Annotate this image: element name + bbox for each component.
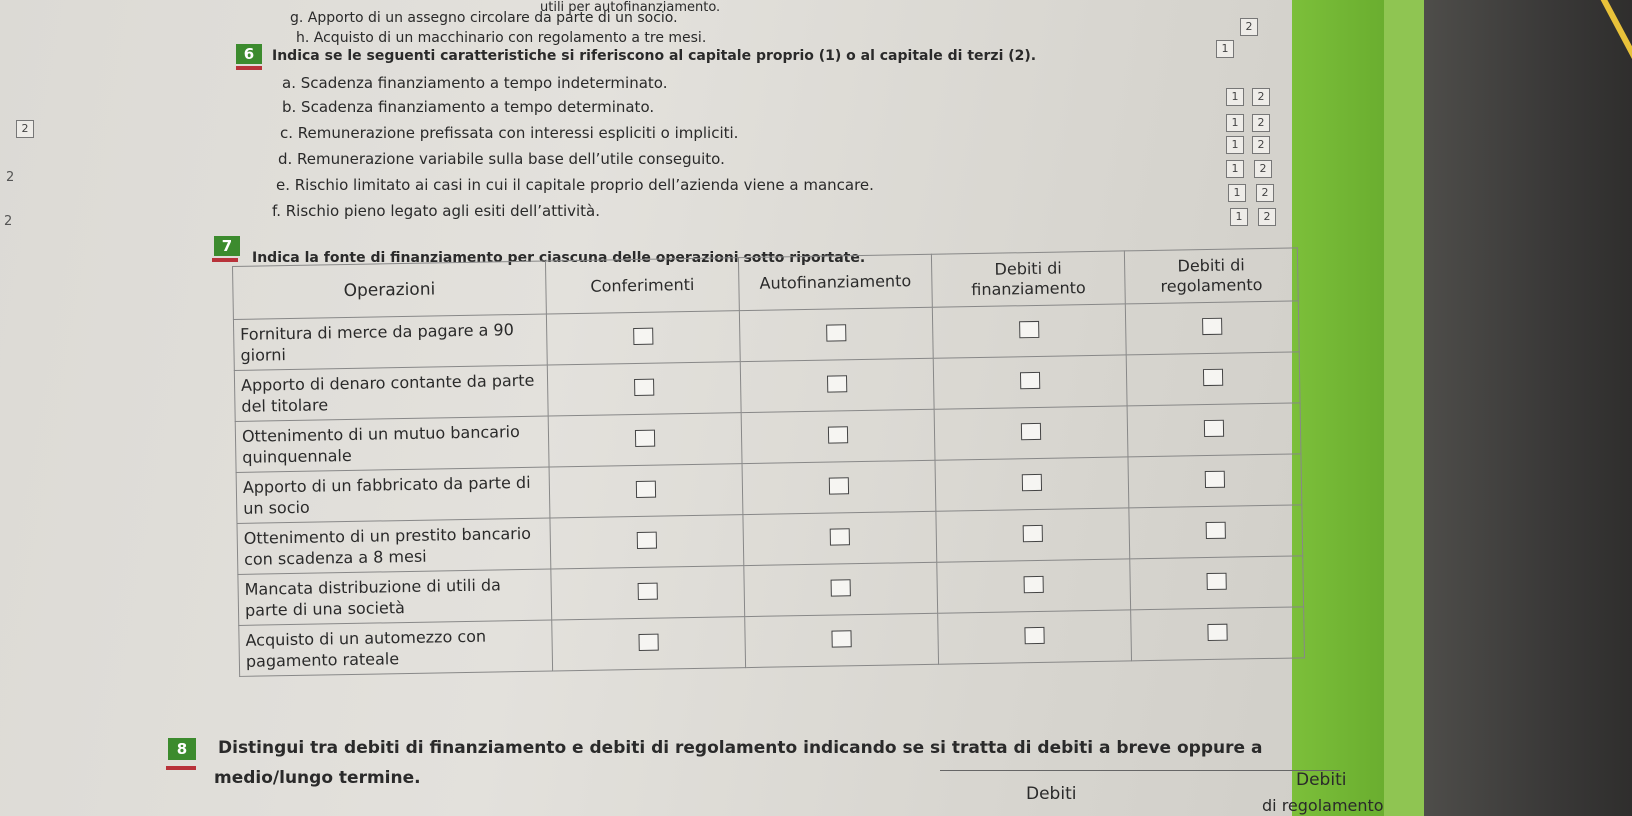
exercise-6-title: Indica se le seguenti caratteristiche si riferiscono al capitale proprio (1) o al capitale di terzi (2). — [272, 48, 1037, 64]
ex6-item-c: c. Remunerazione prefissata con interessi espliciti o impliciti. — [280, 124, 739, 142]
margin-mark-c: 2 — [4, 214, 13, 229]
ex6-item-a: a. Scadenza finanziamento a tempo indeterminato. — [282, 74, 668, 92]
ex8-col2-subheader: di regolamento — [1262, 796, 1384, 815]
option-one: 1 — [1216, 40, 1234, 58]
ex6-c-option-1[interactable]: 1 — [1226, 136, 1244, 154]
ex6-a-option-1[interactable]: 1 — [1226, 88, 1244, 106]
ex6-item-f: f. Rischio pieno legato agli esiti dell’attività. — [272, 202, 601, 220]
ex6-b-option-2[interactable]: 2 — [1252, 114, 1270, 132]
exercise-6-number: 6 — [236, 44, 262, 64]
page-green-margin-light — [1384, 0, 1424, 816]
ex6-f-option-1[interactable]: 1 — [1230, 208, 1248, 226]
exercise-7-number: 7 — [214, 236, 240, 256]
operation-label: Apporto di un fabbricato da parte di un socio — [236, 467, 550, 523]
checkbox-autofinanziamento[interactable] — [831, 630, 851, 647]
operation-label: Fornitura di merce da pagare a 90 giorni — [233, 314, 547, 370]
ex6-d-option-2[interactable]: 2 — [1254, 160, 1272, 178]
checkbox-debiti-finanziamento[interactable] — [1019, 320, 1039, 337]
operation-label: Apporto di denaro contante da parte del titolare — [234, 365, 548, 421]
header-autofinanziamento: Autofinanziamento — [738, 254, 932, 310]
checkbox-debiti-finanziamento[interactable] — [1022, 473, 1042, 490]
ex6-c-option-2[interactable]: 2 — [1252, 136, 1270, 154]
ex6-f-option-2[interactable]: 2 — [1258, 208, 1276, 226]
checkbox-autofinanziamento[interactable] — [830, 528, 850, 545]
checkbox-conferimenti[interactable] — [637, 531, 657, 548]
header-debiti-regolamento: Debiti di regolamento — [1124, 248, 1298, 304]
ex8-col2-header: Debiti — [1296, 770, 1347, 790]
checkbox-conferimenti[interactable] — [634, 378, 654, 395]
operation-label: Ottenimento di un prestito bancario con scadenza a 8 mesi — [237, 518, 551, 574]
exercise-7-title: Indica la fonte di finanziamento per ciascuna delle operazioni sotto riportate. — [252, 250, 866, 266]
checkbox-debiti-finanziamento[interactable] — [1021, 422, 1041, 439]
checkbox-debiti-regolamento[interactable] — [1207, 623, 1227, 640]
checkbox-debiti-regolamento[interactable] — [1205, 470, 1225, 487]
header-debiti-finanziamento: Debiti di finanziamento — [931, 251, 1125, 307]
checkbox-debiti-finanziamento[interactable] — [1023, 524, 1043, 541]
exercise-8-title-line1: Distingui tra debiti di finanziamento e debiti di regolamento indicando se si tratta di debiti a breve oppure a — [218, 738, 1263, 758]
checkbox-debiti-regolamento[interactable] — [1206, 572, 1226, 589]
checkbox-autofinanziamento[interactable] — [828, 426, 848, 443]
ex6-item-d: d. Remunerazione variabile sulla base dell’utile conseguito. — [278, 150, 725, 168]
ex6-e-option-1[interactable]: 1 — [1228, 184, 1246, 202]
checkbox-debiti-regolamento[interactable] — [1206, 521, 1226, 538]
checkbox-autofinanziamento[interactable] — [826, 324, 846, 341]
ex8-table-top-rule — [940, 770, 1340, 771]
header-operazioni: Operazioni — [233, 261, 547, 319]
checkbox-autofinanziamento[interactable] — [827, 375, 847, 392]
ex6-e-option-2[interactable]: 2 — [1256, 184, 1274, 202]
checkbox-debiti-finanziamento[interactable] — [1024, 575, 1044, 592]
top-line-h: h. Acquisto di un macchinario con regolamento a tre mesi. — [296, 30, 707, 46]
financing-source-table — [232, 247, 1305, 677]
operation-label: Acquisto di un automezzo con pagamento rateale — [239, 620, 553, 676]
exercise-8-title-line2: medio/lungo termine. — [214, 768, 421, 788]
checkbox-debiti-regolamento[interactable] — [1203, 368, 1223, 385]
exercise-7-bar — [212, 258, 238, 262]
page-green-margin — [1292, 0, 1384, 816]
ex8-col1-header: Debiti — [1026, 784, 1077, 804]
exercise-8-number: 8 — [168, 738, 196, 760]
checkbox-debiti-regolamento[interactable] — [1202, 317, 1222, 334]
operation-label: Ottenimento di un mutuo bancario quinquennale — [235, 416, 549, 472]
exercise-8-bar — [166, 766, 196, 770]
header-conferimenti: Conferimenti — [545, 258, 739, 314]
checkbox-autofinanziamento[interactable] — [831, 579, 851, 596]
exercise-6-bar — [236, 66, 262, 70]
checkbox-autofinanziamento[interactable] — [829, 477, 849, 494]
ex6-d-option-1[interactable]: 1 — [1226, 160, 1244, 178]
ex6-a-option-2[interactable]: 2 — [1252, 88, 1270, 106]
checkbox-conferimenti[interactable] — [636, 480, 656, 497]
ex6-item-b: b. Scadenza finanziamento a tempo determinato. — [282, 98, 655, 116]
margin-mark-b: 2 — [6, 170, 15, 185]
checkbox-debiti-regolamento[interactable] — [1204, 419, 1224, 436]
option-two: 2 — [1240, 18, 1258, 36]
checkbox-conferimenti[interactable] — [635, 429, 655, 446]
checkbox-debiti-finanziamento[interactable] — [1024, 626, 1044, 643]
background-surface — [1424, 0, 1632, 816]
margin-mark-a: 2 — [16, 120, 34, 138]
checkbox-conferimenti[interactable] — [638, 633, 658, 650]
checkbox-conferimenti[interactable] — [638, 582, 658, 599]
operation-label: Mancata distribuzione di utili da parte di una società — [238, 569, 552, 625]
top-line-g: g. Apporto di un assegno circolare da parte di un socio. — [290, 10, 678, 26]
ex6-item-e: e. Rischio limitato ai casi in cui il capitale proprio dell’azienda viene a mancare. — [276, 176, 874, 194]
top-line-0: utili per autofinanziamento. — [540, 0, 721, 15]
ex6-b-option-1[interactable]: 1 — [1226, 114, 1244, 132]
checkbox-debiti-finanziamento[interactable] — [1020, 371, 1040, 388]
checkbox-conferimenti[interactable] — [633, 327, 653, 344]
